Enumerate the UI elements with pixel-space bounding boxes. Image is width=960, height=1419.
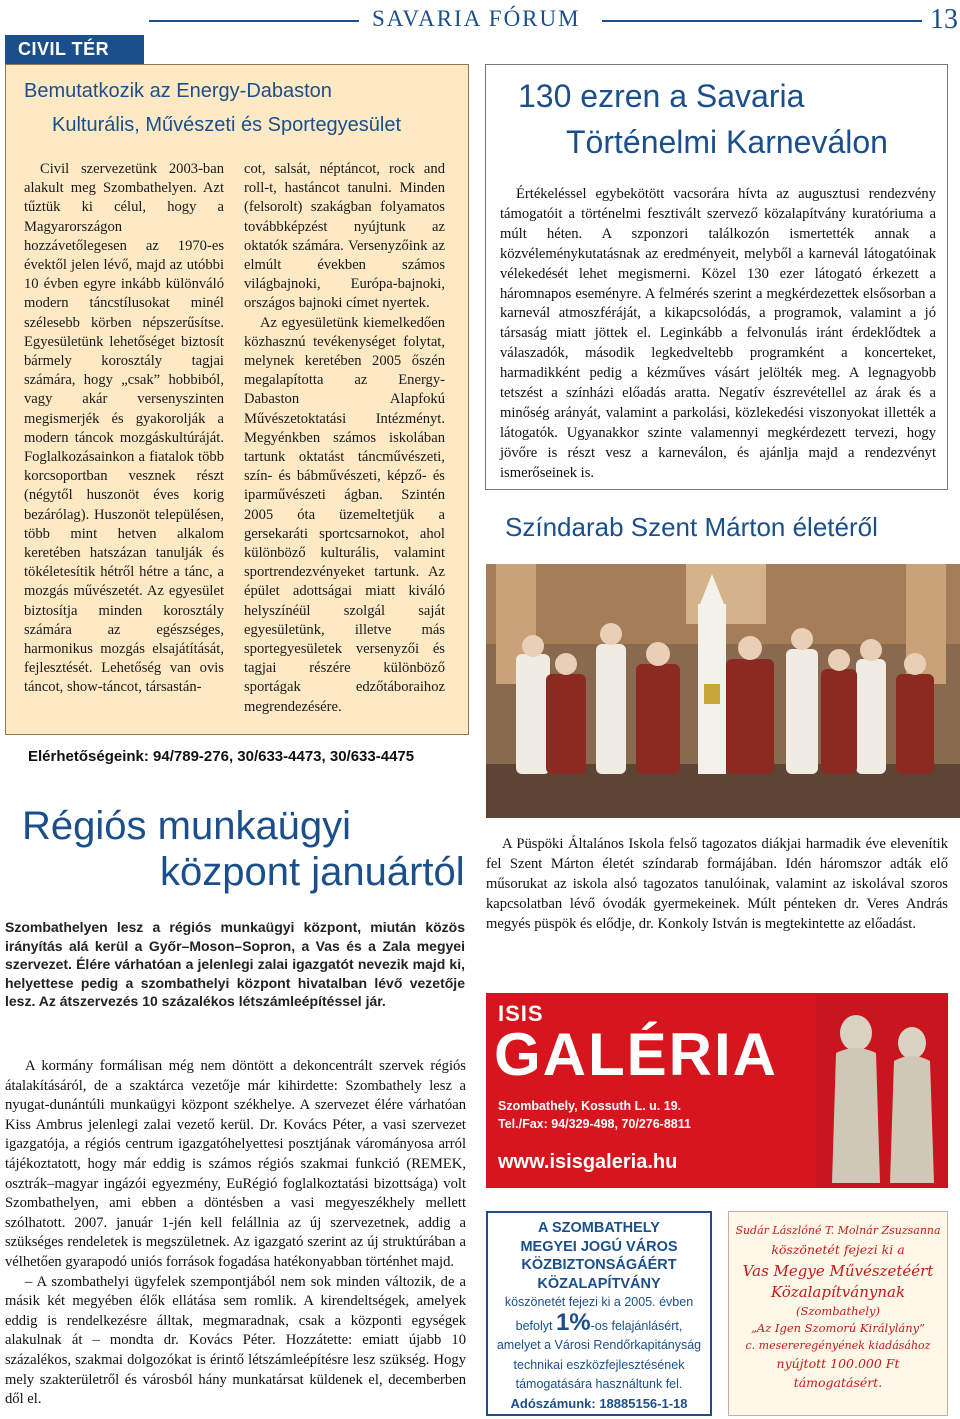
regional-paragraph-1: A kormány formálisan még nem döntött a dekoncentrált szervek régiós átalakításáról, de a szaktárca vezetője már kihirdette: Szombathely lesz a nyugat-dunántúli munkaügyi központ székhelye. A szervezet élére várhatóan Kiss Ambrus jelenlegi zalai vezető kerül. Dr. Kovács Péter, a vasi szervezet igazgatója, a régiós centrum igazgatóhelyettesi posztjának várományosa arról tájékoztatott, hogy már eddig is számos régiós szakmai funkció (REMEK, osztrák–magyar ingázói egyezmény, EuRégió foglalkoztatási bizottsága) volt Szombathelyen, ami ebben a döntésben a vasi megyeszékhely mellett szólhatott. 2007. január 1-jén kell felállnia az új szervezetnek, addig a szükséges rendeletek is megszületnek. Az igazgató szerint az új struktúrában a vélhetően gyarapodó uniós források fogadása hatékonyabban történhet majd. (5, 1058, 466, 1270)
percent-post: -os felajánlásért, (590, 1318, 683, 1333)
city-foundation-line9: támogatására használtunk fel. (515, 1377, 683, 1391)
thanks-line9: támogatásért. (793, 1375, 883, 1390)
city-foundation-line8: technikai eszközfejlesztésének (513, 1357, 685, 1372)
regional-body (5, 1057, 466, 1410)
civil-column-1 (24, 160, 224, 698)
carnival-body: Értékeléssel egybekötött vacsorára hívta az augusztusi rendezvény támogatóit a történelmi fesztivált szervező közalapítvány kuratóriuma a múlt héten. A szponzori találkozón ismertették annak a közvéleménykutatásnak az eredményeit, melyből a karnevál látogatóinak vélekedését lehet megismerni. Közel 130 ezer látogató érkezett a háromnapos eseményre. A felmérés szerint a megkérdezettek elsősorban a karnevál atmoszféráját, a kikapcsolódás, a programok, valamint a jó társaság miatt jöttek el. Leginkább a felvonulás iránt érdeklődtek a válaszadók, második legkedveltebb programként a koncerteket, harmadikként pedig a kézműves vásárt jelölték meg. A legnagyobb tetszést a színházi előadás aratta. Negatív észrevétellel az árak és a minőség arányát, valamint a parkolási, közlekedési viszonyokat illették a látogatók. Ugyanakkor szinte valamennyi megkérdezett tervezi, hogy jövőre is részt vesz a karneválon, és ajánlja majd a rendezvényt ismerőseinek is. (500, 186, 936, 481)
civil-title-line1: Bemutatkozik az Energy-Dabaston (24, 80, 332, 102)
regional-paragraph-2: – A szombathelyi ügyfelek szempontjából nem sok minden változik, de a másik két megyében élők ellátása sem romlik. A kirendeltségek, amelyek eddig is rendelkezésre álltak, megmaradnak, csak a központi egységek alakulnak át – mondta dr. Kovács Péter. Hozzátette: emiatt újabb 10 százalékos, szakmai dolgozókat is érintő létszámleépítésre lesz szükség. Hogy mely szakterületről és városból hány munkatársat küldenek el, decemberben dől el. (5, 1273, 466, 1408)
play-body: A Püspöki Általános Iskola felső tagozatos diákjai harmadik éve elevenítik fel Szent Márton életét színdarab formájában. Idén háromszor adták elő műsorukat az iskola alsó tagozatos tanulóinak, valamint az iskolával szoros kapcsolatban lévő óvodák gyermekeinek. Múlt pénteken dr. Veres András megyés püspök és elődje, dr. Konkoly István is megtekintette az előadást. (486, 836, 948, 932)
play-title: Színdarab Szent Márton életéről (505, 512, 878, 542)
civil-column-2 (244, 160, 445, 717)
city-foundation-line4: KÖZALAPÍTVÁNY (537, 1275, 661, 1292)
civil-title-line2: Kulturális, Művészeti és Sportegyesület (52, 114, 402, 136)
percent-pre: befolyt (515, 1318, 553, 1333)
thanks-line4: Közalapítványnak (770, 1283, 906, 1301)
thanks-line7: c. mesereregényének kiadásához (745, 1339, 931, 1352)
civil-col1-paragraph: Civil szervezetünk 2003-ban alakult meg Szombathelyen. Azt tűztük ki célul, hogy a Magyarországon hozzávetőlegesen az 1970-es évektől jelen lévő, majd az utóbbi 10 évben egyre inkább különváló modern táncstílusokat minél szélesebb körben népszerűsítse. Egyesületünk lehetőséget biztosít bármely korosztály tagjai számára, hogy „csak” hobbiból, vagy akár versenyszinten megismerjék és gyakorolják a modern táncok mozgáskultúráját. Foglalkozásainkon a fiatalok több korcsoportban vesznek részt (négytől huszonöt éves korig bezárólag). Huszonöt településen, több mint hetven alkalom keretében hatszázan tanulják és tökéletesítik hétről hétre a tánc, a mozgás művészetét. Az egyesület biztosítja minden korosztály számára az egészséges, harmonikus mozgás elsajátítását, fejlesztését. Lehetőség van ovis táncot, show-táncot, társastán- (24, 161, 224, 696)
publication-title: SAVARIA FÓRUM (372, 6, 581, 31)
city-foundation-line1: A SZOMBATHELY (538, 1220, 660, 1236)
city-foundation-line5: köszönetét fejezi ki a 2005. évben (504, 1295, 694, 1309)
city-foundation-line7: amelyet a Városi Rendőrkapitányság (496, 1338, 702, 1352)
thanks-line3: Vas Megye Művészetéért (742, 1262, 934, 1280)
thanks-line8: nyújtott 100.000 Ft (776, 1356, 900, 1371)
isis-logo: ISIS (498, 1001, 544, 1026)
isis-gallery-ad (486, 993, 948, 1188)
page-number: 13 (930, 4, 958, 35)
thanks-line6: „Az Igen Szomorú Királylány” (750, 1321, 926, 1335)
header-rule-left (149, 20, 359, 22)
tax-number: Adószámunk: 18885156-1-18 (510, 1395, 688, 1411)
city-foundation-line3: KÖZBIZTONSÁGÁÉRT (521, 1257, 677, 1273)
percent-value: 1% (555, 1308, 591, 1336)
city-foundation-line2: MEGYEI JOGÚ VÁROS (520, 1238, 678, 1255)
regional-title-line1: Régiós munkaügyi (22, 804, 352, 848)
isis-phone: Tel./Fax: 94/329-498, 70/276-8811 (498, 1117, 691, 1131)
header-rule-right (602, 20, 922, 22)
civil-col2-paragraph-1: cot, salsát, néptáncot, rock and roll-t, hastáncot tanulni. Minden (felsorolt) szakágban folyamatos továbbképzést nyújtunk az oktatók számára. Versenyzőink az elmúlt években számos világbajnoki, Európa-bajnoki, országos bajnoki címet nyertek. (244, 161, 445, 312)
regional-lead: Szombathelyen lesz a régiós munkaügyi központ, miután közös irányítás alá kerül a Győr–Moson–Sopron, a Vas és a Zala megyei szervezet. Élére várhatóan a jelenlegi zalai igazgatót nevezik majd ki, helyettese pedig a szombathelyi központ hivatalban lévő vezetője lesz. Az átszervezés 10 százalékos létszámleépítéssel jár. (5, 919, 465, 1010)
thanks-line1: Sudár Lászlóné T. Molnár Zsuzsanna (735, 1224, 941, 1237)
city-foundation-box (486, 1211, 712, 1416)
city-foundation-line6 (488, 1308, 710, 1337)
section-tag: CIVIL TÉR (5, 35, 144, 64)
play-photo (486, 564, 960, 818)
thanks-line2: köszönetét fejezi ki a (771, 1242, 905, 1257)
civil-col2-paragraph-2: Az egyesületünk kiemelkedően közhasznú tevékenységet folytat, melynek keretében 2005 őszén megalapította az Energy-Dabaston Alapfokú Művészetoktatási Intézményt. Megyénkben számos iskolában tartunk oktatást táncművészeti, szín- és bábművészeti, képző- és iparművészeti ágban. Szintén 2005 óta üzemeltetjük a gersekaráti sportcsarnokot, ahol különböző kulturális, valamint sportrendezvényeket tartunk. Az épület adottságai miatt kiváló helyszínéül szolgál saját egyesületünk, illetve más sportegyesületek versenyzői és tagjai részére különböző sportágak edzőtáboraihoz megrendezésére. (244, 314, 445, 715)
isis-website: www.isisgaleria.hu (498, 1151, 678, 1173)
carnival-title-line2: Történelmi Karneválon (566, 124, 888, 160)
thanks-line5: (Szombathely) (796, 1304, 880, 1318)
regional-title-line2: központ januártól (160, 850, 465, 894)
carnival-title-line1: 130 ezren a Savaria (518, 78, 805, 114)
church-play-photo-image (486, 564, 960, 818)
city-foundation-heading (488, 1219, 710, 1293)
isis-address: Szombathely, Kossuth L. u. 19. (498, 1099, 682, 1113)
isis-gallery-name: GALÉRIA (494, 1021, 778, 1088)
thanks-notice-box (728, 1211, 948, 1416)
statue-image (816, 993, 948, 1188)
contact-phones: Elérhetőségeink: 94/789-276, 30/633-4473, 30/633-4475 (28, 748, 415, 765)
